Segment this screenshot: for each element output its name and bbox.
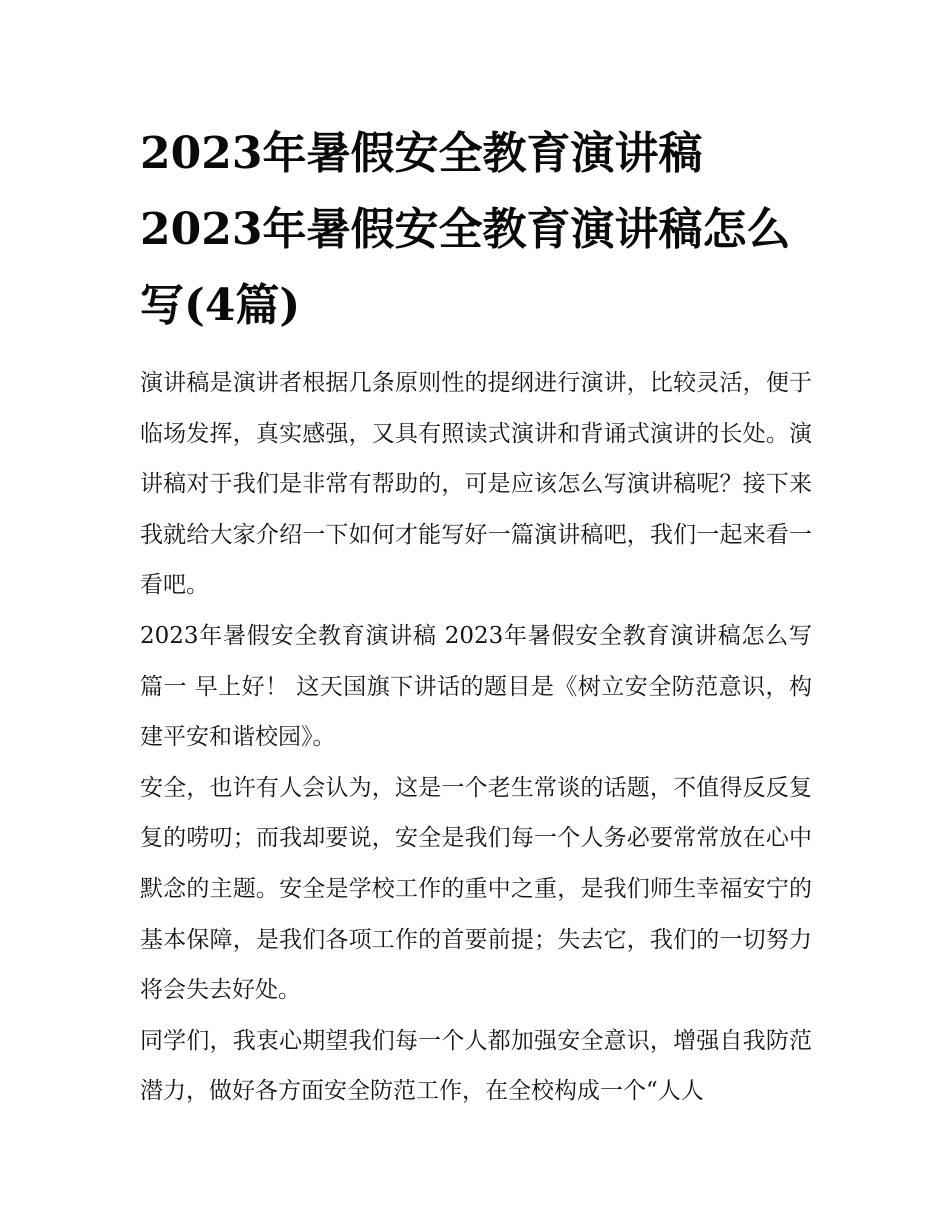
intro-paragraph: 演讲稿是演讲者根据几条原则性的提纲进行演讲，比较灵活，便于临场发挥，真实感强，又具有照读式演讲和背诵式演讲的长处。演讲稿对于我们是非常有帮助的，可是应该怎么写演讲稿呢？接下来我就给大家介绍一下如何才能写好一篇演讲稿吧，我们一起来看一看吧。 <box>140 370 812 599</box>
document-body <box>140 116 812 1117</box>
safety-paragraph: 安全，也许有人会认为，这是一个老生常谈的话题，不值得反反复复的唠叨；而我却要说，安全是我们每一个人务必要常常放在心中默念的主题。安全是学校工作的重中之重，是我们师生幸福安宁的基本保障，是我们各项工作的首要前提；失去它，我们的一切努力将会失去好处。 <box>140 774 812 1004</box>
document-title: 2023年暑假安全教育演讲稿 2023年暑假安全教育演讲稿怎么写(4篇) <box>140 128 791 331</box>
classmates-paragraph: 同学们，我衷心期望我们每一个人都加强安全意识，增强自我防范潜力，做好各方面安全防范工作，在全校构成一个“人人 <box>140 1027 812 1105</box>
section-one-paragraph: 2023年暑假安全教育演讲稿 2023年暑假安全教育演讲稿怎么写篇一 早上好！ 这天国旗下讲话的题目是《树立安全防范意识，构建平安和谐校园》。 <box>140 622 812 751</box>
